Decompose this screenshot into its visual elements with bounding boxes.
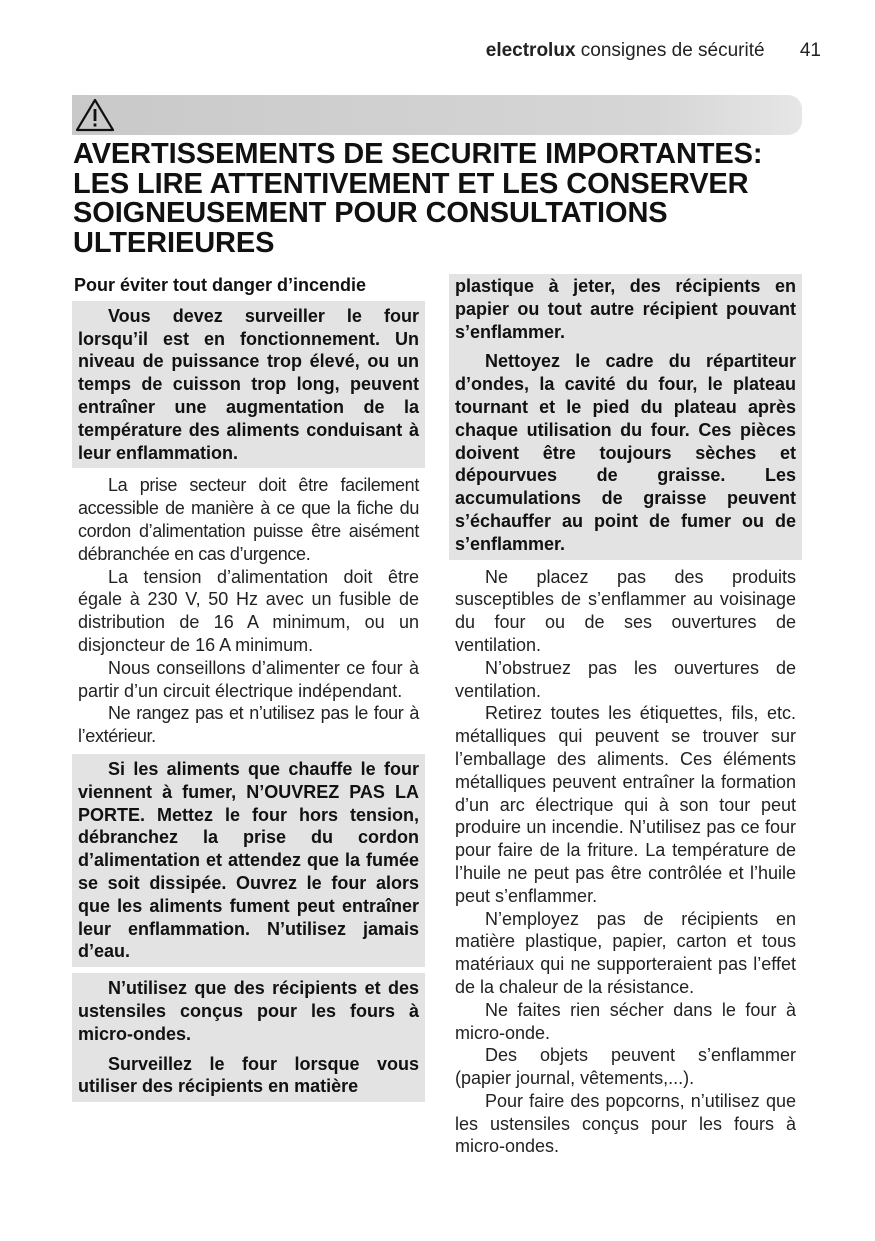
paragraph: Pour faire des popcorns, n’utilisez que les ustensiles conçus pour les fours à micro-ondes. [455,1090,796,1157]
section-title: consignes de sécurité [580,40,765,61]
fire-safety-heading: Pour éviter tout danger d’incendie [74,275,367,295]
warning-text: Vous devez surveiller le four lorsqu’il est en fonctionnement. Un niveau de puissance trop élevé, ou un temps de cuisson trop long, peuvent entraîner une augmentation de la température des aliments conduisant à leur enflammation. [78,305,419,463]
paragraph: Ne rangez pas et n’utilisez pas le four à l’extérieur. [78,703,419,747]
paragraph: N’obstruez pas les ouvertures de ventilation. [455,657,796,701]
warning-text: N’utilisez que des récipients et des ustensiles conçus pour les fours à micro-ondes. [78,978,419,1044]
warning-text: Surveillez le four lorsque vous utiliser des récipients en matière [78,1053,419,1097]
page-title: AVERTISSEMENTS DE SECURITE IMPORTANTES: LES LIRE ATTENTIVEMENT ET LES CONSERVER SOIGNEUSEMENT POUR CONSULTATIONS ULTERIEURES [73,138,763,259]
right-column [449,274,802,1164]
warning-box-supervise [72,301,425,469]
paragraph: Nous conseillons d’alimenter ce four à partir d’un circuit électrique indépendant. [78,657,419,701]
warning-box-smoke [72,754,425,967]
warning-triangle-icon [74,97,116,133]
warning-text: Nettoyez le cadre du répartiteur d’ondes, la cavité du four, le plateau tournant et le pied du plateau après chaque utilisation du four. Ces pièces doivent être toujours sèches et dépourvues de graisse. Les accumulations de graisse peuvent s’échauffer au point de fumer ou de s’enflammer. [455,351,796,554]
warning-text: Si les aliments que chauffe le four viennent à fumer, N’OUVREZ PAS LA PORTE. Mettez le four hors tension, débranchez la prise du cordon d’alimentation et attendez que la fumée se soit dissipée. Ouvrez le four alors que les aliments fument peut entraîner leur enflammation. N’utilisez jamais d’eau. [78,758,419,962]
warning-box-cleaning [449,274,802,560]
paragraph: Retirez toutes les étiquettes, fils, etc. métalliques qui peuvent se trouver sur l’emballage des aliments. Ces éléments métalliques peuvent entraîner la formation d’un arc électrique qui à son tour peut produire un incendie. N’utilisez pas ce four pour faire de la friture. La température de l’huile ne peut pas être contrôlée et l’huile peut s’enflammer. [455,703,796,906]
paragraph: Ne faites rien sécher dans le four à micro-onde. [455,999,796,1043]
brand-name: electrolux [485,40,576,61]
warning-banner [72,95,802,135]
page-header [486,40,821,62]
paragraph: N’employez pas de récipients en matière plastique, papier, carton et tous matériaux qui ne supporteraient pas l’effet de la chaleur de la résistance. [455,908,796,997]
warning-box-containers [72,973,425,1102]
paragraph: La prise secteur doit être facilement accessible de manière à ce que la fiche du cordon d’alimentation puisse être aisément débranchée en cas d’urgence. [78,475,419,564]
body-text-block [449,566,802,1159]
paragraph: Ne placez pas des produits susceptibles de s’enflammer au voisinage du four ou de ses ouvertures de ventilation. [455,566,796,655]
paragraph: Des objets peuvent s’enflammer (papier journal, vêtements,...). [455,1045,796,1089]
left-column [72,274,425,1102]
paragraph: La tension d’alimentation doit être égale à 230 V, 50 Hz avec un fusible de distribution de 16 A minimum, ou un disjoncteur de 16 A minimum. [78,566,419,655]
warning-text: plastique à jeter, des récipients en papier ou tout autre récipient pouvant s’enflammer. [455,276,796,342]
body-text-block [72,474,425,748]
page-number: 41 [799,40,821,61]
